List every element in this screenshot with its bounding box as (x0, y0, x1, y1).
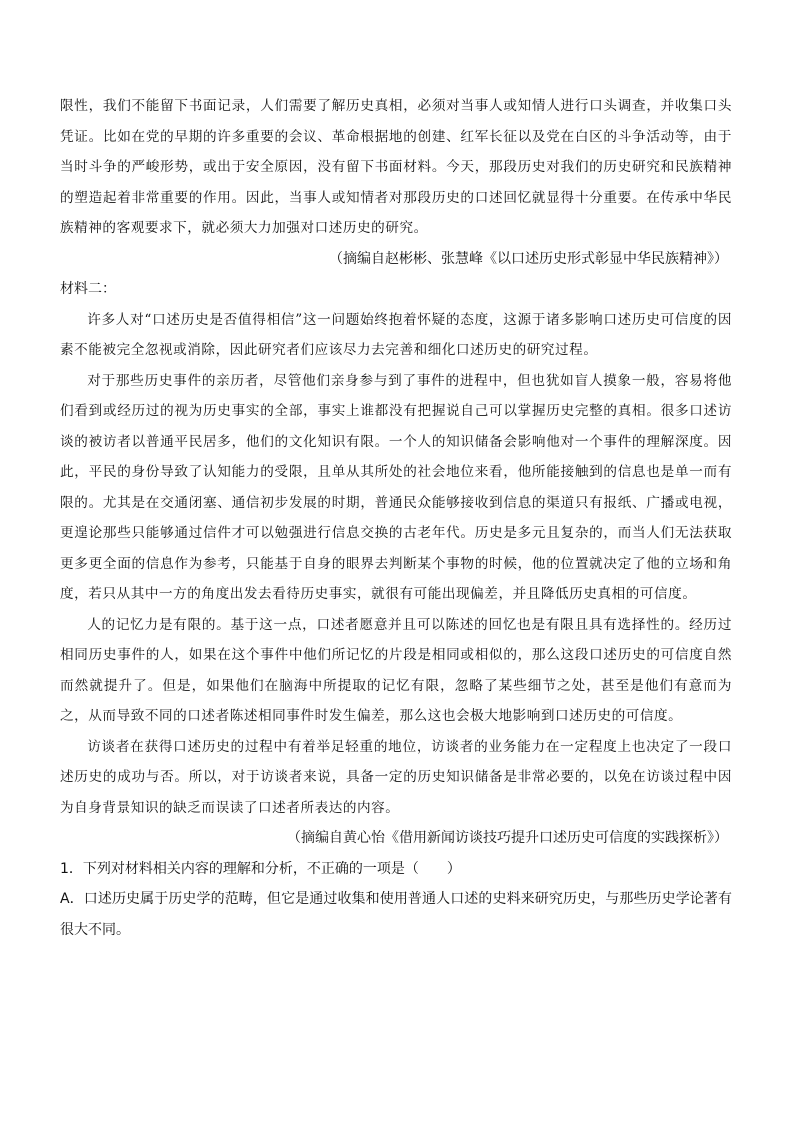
source-citation-1: （摘编自赵彬彬、张慧峰《以口述历史形式彰显中华民族精神》） (329, 250, 728, 267)
material-2-paragraph: 许多人对“口述历史是否值得相信”这一问题始终抱着怀疑的态度，这源于诸多影响口述历史可信度的因素不能被完全忽视或消除，因此研究者们应该尽力去完善和细化口述历史的研究过程。 (60, 311, 732, 358)
question-1-option-a: A．口述历史属于历史学的范畴，但它是通过收集和使用普通人口述的史料来研究历史，与那些历史学论著有很大不同。 (60, 891, 732, 938)
paragraph-continued: 限性，我们不能留下书面记录，人们需要了解历史真相，必须对当事人或知情人进行口头调查，并收集口头凭证。比如在党的早期的许多重要的会议、革命根据地的创建、红军长征以及党在白区的斗争活动等，由于当时斗争的严峻形势，或出于安全原因，没有留下书面材料。今天，那段历史对我们的历史研究和民族精神的塑造起着非常重要的作用。因此，当事人或知情者对那段历史的口述回忆就显得十分重要。在传承中华民族精神的客观要求下，就必须大力加强对口述历史的研究。 (60, 98, 732, 236)
source-citation-2: （摘编自黄心怡《借用新闻访谈技巧提升口述历史可信度的实践探析》） (287, 830, 728, 846)
material-2-heading: 材料二： (60, 281, 116, 297)
question-1-stem: 1．下列对材料相关内容的理解和分析，不正确的一项是（ ） (60, 860, 461, 877)
material-2-paragraph: 访谈者在获得口述历史的过程中有着举足轻重的地位，访谈者的业务能力在一定程度上也决定了一段口述历史的成功与否。所以，对于访谈者来说，具备一定的历史知识储备是非常必要的，以免在访谈过程中因为自身背景知识的缺乏而误读了口述者所表达的内容。 (60, 738, 732, 816)
material-2-paragraph: 人的记忆力是有限的。基于这一点，口述者愿意并且可以陈述的回忆也是有限且具有选择性的。经历过相同历史事件的人，如果在这个事件中他们所记忆的片段是相同或相似的，那么这段口述历史的可信度自然而然就提升了。但是，如果他们在脑海中所提取的记忆有限，忽略了某些细节之处，甚至是他们有意而为之，从而导致不同的口述者陈述相同事件时发生偏差，那么这也会极大地影响到口述历史的可信度。 (60, 616, 732, 724)
document-page (60, 91, 732, 945)
material-2-paragraph: 对于那些历史事件的亲历者，尽管他们亲身参与到了事件的进程中，但也犹如盲人摸象一般，容易将他们看到或经历过的视为历史事实的全部，事实上谁都没有把握说自己可以掌握历史完整的真相。很多口述访谈的被访者以普通平民居多，他们的文化知识有限。一个人的知识储备会影响他对一个事件的理解深度。因此，平民的身份导致了认知能力的受限，且单从其所处的社会地位来看，他所能接触到的信息也是单一而有限的。尤其是在交通闭塞、通信初步发展的时期，普通民众能够接收到信息的渠道只有报纸、广播或电视，更遑论那些只能够通过信件才可以勉强进行信息交换的古老年代。历史是多元且复杂的，而当人们无法获取更多更全面的信息作为参考，只能基于自身的眼界去判断某个事物的时候，他的位置就决定了他的立场和角度，若只从其中一方的角度出发去看待历史事实，就很有可能出现偏差，并且降低历史真相的可信度。 (60, 372, 732, 602)
